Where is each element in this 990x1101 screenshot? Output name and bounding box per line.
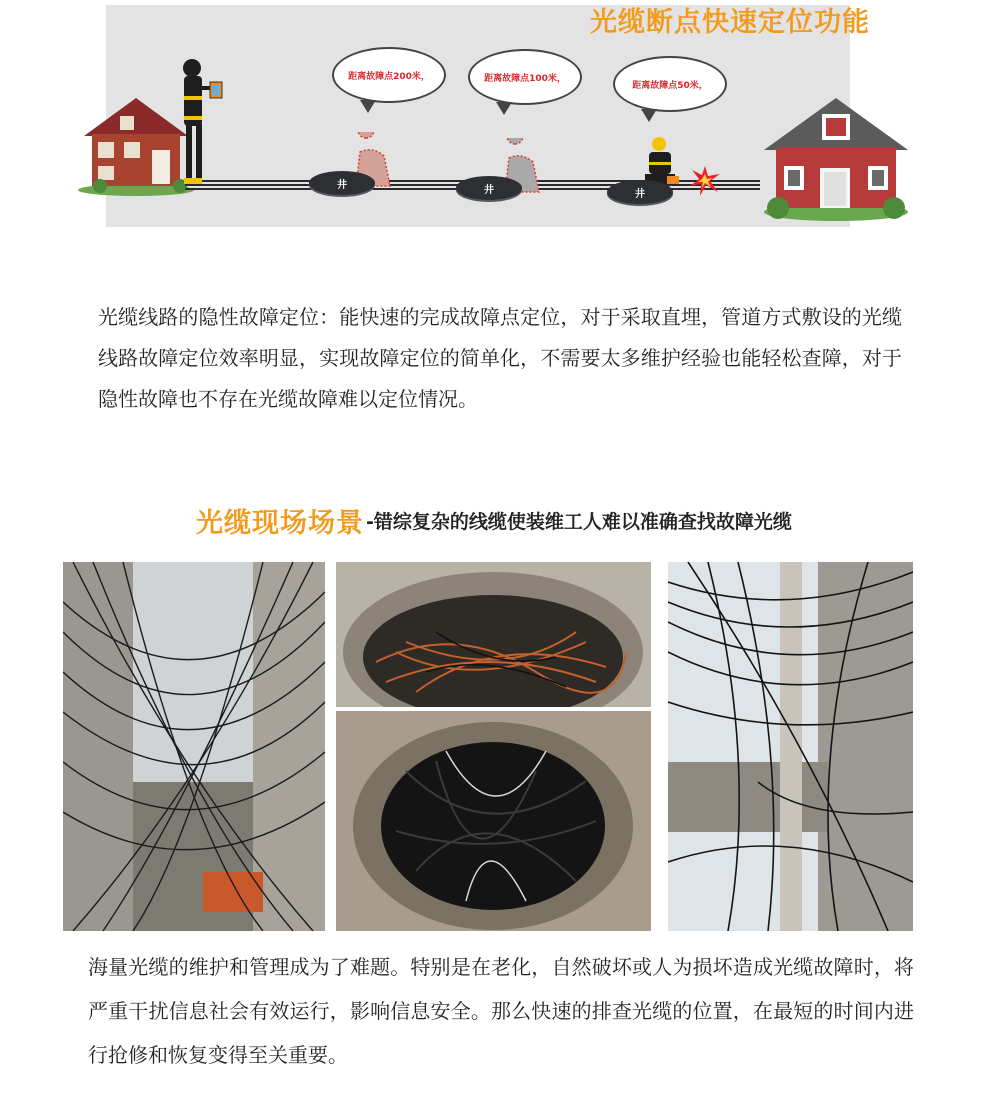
photo-manhole-orange-cables — [336, 562, 651, 707]
cable-maintenance-description: 海量光缆的维护和管理成为了难题。特别是在老化，自然破坏或人为损坏造成光缆故障时，将严重干扰信息社会有效运行，影响信息安全。那么快速的排查光缆的位置，在最短的时间内进行抢修和恢复变得至关重要。 — [88, 955, 914, 1067]
section-subtitle: -错综复杂的线缆使装维工人难以准确查找故障光缆 — [366, 510, 792, 533]
distance-bubble-50m: 距离故障点50米， — [613, 56, 727, 112]
manhole-cover: 井 — [309, 171, 375, 195]
worker-with-tester-icon — [174, 56, 224, 186]
section-title: 光缆现场场景 — [196, 507, 364, 539]
photo-manhole-black-cables — [336, 711, 651, 931]
distance-bubble-200m: 距离故障点200米， — [332, 47, 446, 103]
scene-title: 光缆断点快速定位功能 — [590, 7, 870, 38]
photo-tangled-cables-street — [63, 562, 325, 931]
photo-utility-pole-cables — [668, 562, 913, 931]
right-house-illustration — [762, 96, 910, 222]
manhole-cover: 井 — [607, 180, 673, 204]
distance-bubble-100m: 距离故障点100米， — [468, 49, 582, 105]
fault-location-description: 光缆线路的隐性故障定位：能快速的完成故障点定位，对于采取直埋，管道方式敷设的光缆线路故障定位效率明显，实现故障定位的简单化，不需要太多维护经验也能轻松查障，对于隐性故障也不存在光缆故障难以定位情况。 — [98, 305, 902, 411]
manhole-cover: 井 — [456, 176, 522, 200]
fault-break-icon — [690, 166, 720, 196]
section-heading — [196, 500, 916, 540]
